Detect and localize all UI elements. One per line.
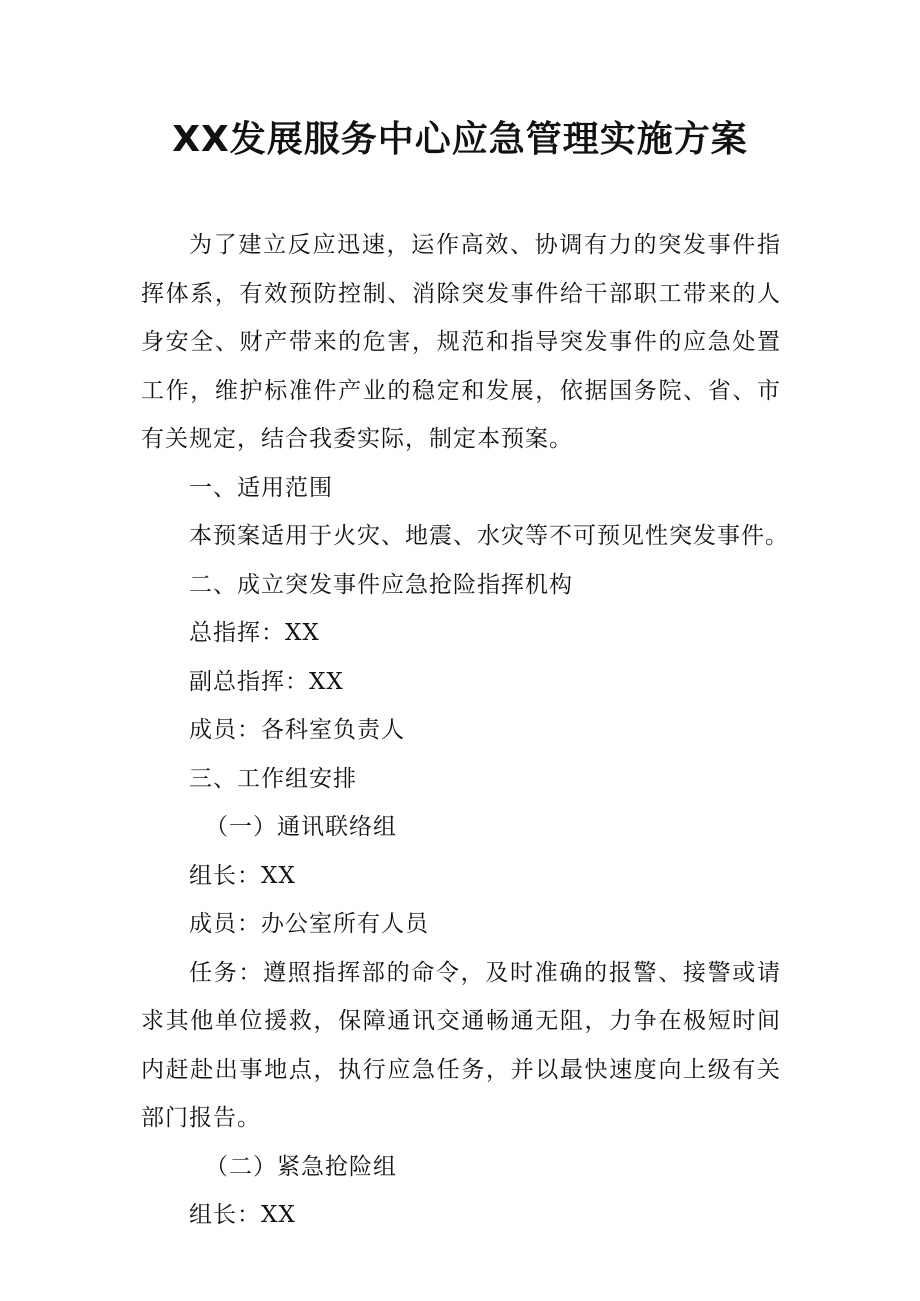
section-1-text: 本预案适用于火灾、地震、水灾等不可预见性突发事件。 xyxy=(189,523,789,549)
group-1-members: 成员：办公室所有人员 xyxy=(189,911,429,937)
group-2-leader: 组长：XX xyxy=(189,1202,296,1228)
group-1-leader: 组长：XX xyxy=(189,862,296,889)
group-1-task: 任务：遵照指挥部的命令，及时准确的报警、接警或请求其他单位援救，保障通讯交通畅通无阻，力争在极短时间内赶赴出事地点，执行应急任务，并以最快速度向上级有关部门报告。 xyxy=(141,959,781,1131)
deputy-commander-line: 副总指挥：XX xyxy=(189,668,344,695)
document-title: XX发展服务中心应急管理实施方案 xyxy=(172,119,748,160)
section-2-heading: 二、成立突发事件应急抢险指挥机构 xyxy=(189,571,573,598)
group-2-heading: （二）紧急抢险组 xyxy=(205,1153,397,1180)
intro-paragraph: 为了建立反应迅速，运作高效、协调有力的突发事件指挥体系，有效预防控制、消除突发事件给干部职工带来的人身安全、财产带来的危害，规范和指导突发事件的应急处置工作，维护标准件产业的稳定和发展，依据国务院、省、市有关规定，结合我委实际，制定本预案。 xyxy=(141,232,781,452)
document-body xyxy=(141,221,789,1240)
group-1-heading: （一）通讯联络组 xyxy=(205,814,397,840)
commander-line: 总指挥：XX xyxy=(189,620,320,646)
section-3-heading: 三、工作组安排 xyxy=(189,765,357,792)
members-line: 成员：各科室负责人 xyxy=(189,717,405,743)
section-1-heading: 一、适用范围 xyxy=(189,474,333,501)
